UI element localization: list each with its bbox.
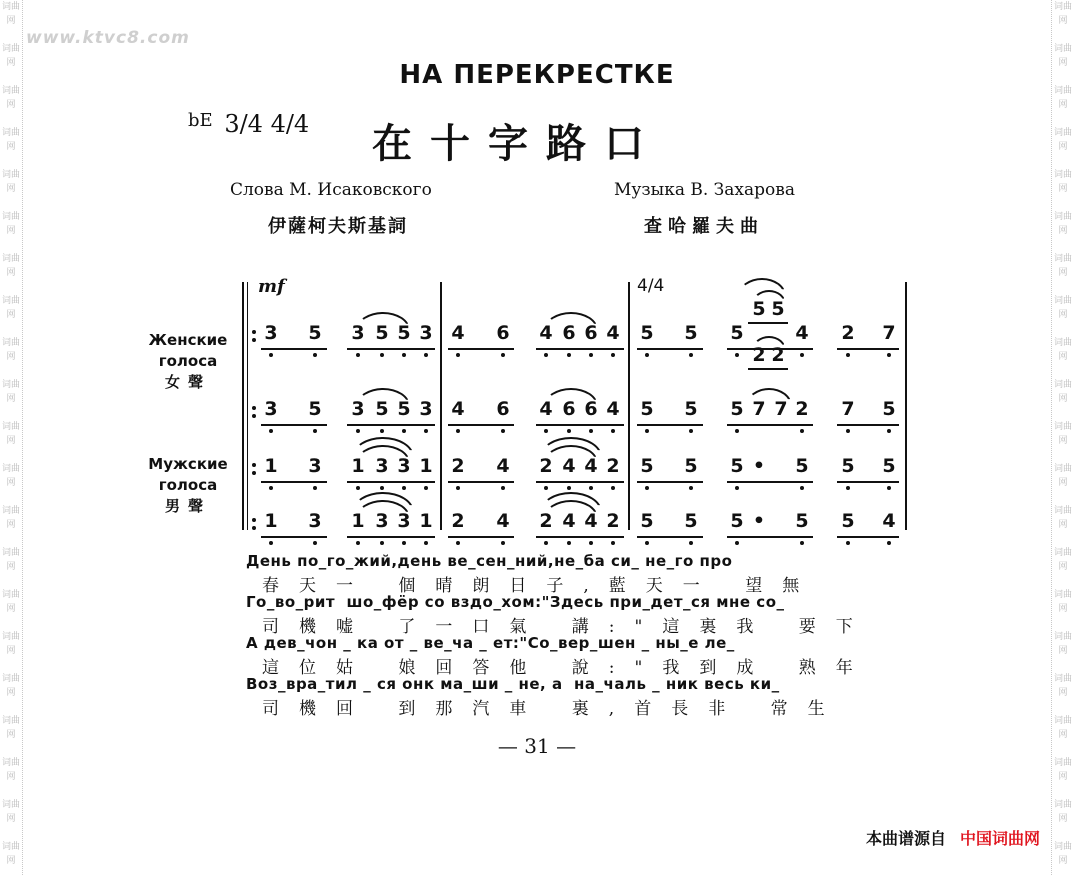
low-octave-dot bbox=[402, 486, 406, 490]
slur bbox=[352, 437, 414, 457]
female-voice-label-zh: 女聲 bbox=[164, 373, 211, 391]
low-octave-dot bbox=[544, 541, 548, 545]
note: 1 bbox=[351, 510, 365, 532]
barline-3 bbox=[905, 282, 907, 530]
low-octave-dot bbox=[424, 353, 428, 357]
note: 4 bbox=[539, 322, 553, 344]
beam bbox=[727, 424, 813, 426]
repeat-dot bbox=[252, 526, 256, 530]
note: • bbox=[752, 510, 766, 532]
note: 1 bbox=[419, 510, 433, 532]
dynamics-mark: mf bbox=[258, 276, 285, 297]
note: 5 bbox=[397, 322, 411, 344]
slur bbox=[540, 437, 602, 457]
note: 2 bbox=[606, 510, 620, 532]
low-octave-dot bbox=[402, 429, 406, 433]
note: 5 bbox=[684, 455, 698, 477]
low-octave-dot bbox=[611, 541, 615, 545]
note: 6 bbox=[562, 322, 576, 344]
note: 5 bbox=[841, 455, 855, 477]
low-octave-dot bbox=[456, 541, 460, 545]
note: 1 bbox=[351, 455, 365, 477]
source-credit bbox=[866, 826, 1040, 849]
source-site[interactable]: 中国词曲网 bbox=[959, 829, 1040, 848]
slur bbox=[352, 492, 414, 512]
note: 4 bbox=[882, 510, 896, 532]
low-octave-dot bbox=[501, 429, 505, 433]
beam bbox=[837, 424, 899, 426]
low-octave-dot bbox=[689, 541, 693, 545]
side-watermark-left: 词曲网 词曲网 词曲网 词曲网 词曲网 词曲网 词曲网 词曲网 词曲网 词曲网 词曲网 词曲网 词曲网 词曲网 词曲网 词曲网 词曲网 词曲网 词曲网 词曲网 词曲网 bbox=[0, 0, 23, 875]
note: 4 bbox=[584, 510, 598, 532]
beam bbox=[837, 481, 899, 483]
note: 4 bbox=[584, 455, 598, 477]
lyric-zh-line: 這位姑 娘回答他 說:"我到成 熟年 bbox=[262, 658, 873, 678]
low-octave-dot bbox=[887, 486, 891, 490]
low-octave-dot bbox=[380, 486, 384, 490]
low-octave-dot bbox=[356, 541, 360, 545]
note: • bbox=[752, 455, 766, 477]
low-octave-dot bbox=[356, 429, 360, 433]
note: 2 bbox=[451, 455, 465, 477]
beam bbox=[261, 481, 327, 483]
note: 5 bbox=[771, 298, 785, 320]
note: 7 bbox=[841, 398, 855, 420]
low-octave-dot bbox=[645, 541, 649, 545]
key-signature-label: bE bbox=[188, 110, 213, 131]
system-barline-left-thin bbox=[247, 282, 248, 530]
low-octave-dot bbox=[313, 353, 317, 357]
low-octave-dot bbox=[689, 353, 693, 357]
low-octave-dot bbox=[689, 429, 693, 433]
note: 2 bbox=[771, 344, 785, 366]
low-octave-dot bbox=[800, 353, 804, 357]
beam bbox=[261, 424, 327, 426]
note: 5 bbox=[841, 510, 855, 532]
lyricist-chinese: 伊薩柯夫斯基詞 bbox=[268, 216, 408, 237]
low-octave-dot bbox=[567, 353, 571, 357]
note: 5 bbox=[795, 510, 809, 532]
time-signature-label: 3/4 4/4 bbox=[224, 110, 310, 138]
male-voice-label-ru: Мужские голоса bbox=[148, 455, 228, 494]
low-octave-dot bbox=[544, 429, 548, 433]
low-octave-dot bbox=[645, 353, 649, 357]
lyric-ru-line: День по_го_жий,день ве_сен_ний,не_ба си_ не_го про bbox=[246, 552, 733, 570]
beam bbox=[536, 481, 624, 483]
low-octave-dot bbox=[269, 486, 273, 490]
low-octave-dot bbox=[887, 353, 891, 357]
note: 4 bbox=[451, 398, 465, 420]
low-octave-dot bbox=[846, 486, 850, 490]
low-octave-dot bbox=[544, 486, 548, 490]
note: 4 bbox=[496, 510, 510, 532]
low-octave-dot bbox=[313, 429, 317, 433]
note: 5 bbox=[684, 398, 698, 420]
note: 3 bbox=[397, 510, 411, 532]
note: 7 bbox=[882, 322, 896, 344]
beam bbox=[448, 424, 514, 426]
low-octave-dot bbox=[456, 353, 460, 357]
source-prefix: 本曲谱源自 bbox=[865, 829, 946, 848]
low-octave-dot bbox=[402, 541, 406, 545]
beam bbox=[637, 424, 703, 426]
note: 6 bbox=[584, 398, 598, 420]
note: 1 bbox=[419, 455, 433, 477]
slur bbox=[746, 388, 792, 406]
note: 4 bbox=[562, 455, 576, 477]
note: 2 bbox=[841, 322, 855, 344]
low-octave-dot bbox=[611, 429, 615, 433]
beam bbox=[347, 536, 435, 538]
low-octave-dot bbox=[380, 541, 384, 545]
note: 2 bbox=[539, 510, 553, 532]
low-octave-dot bbox=[501, 486, 505, 490]
note: 3 bbox=[419, 322, 433, 344]
low-octave-dot bbox=[544, 353, 548, 357]
beam bbox=[347, 424, 435, 426]
title-chinese: 在十字路口 bbox=[372, 120, 662, 167]
low-octave-dot bbox=[313, 541, 317, 545]
note: 3 bbox=[375, 455, 389, 477]
note: 5 bbox=[730, 398, 744, 420]
slur bbox=[356, 388, 410, 406]
note: 5 bbox=[640, 510, 654, 532]
beam bbox=[261, 348, 327, 350]
beam bbox=[637, 536, 703, 538]
note: 5 bbox=[730, 455, 744, 477]
note: 5 bbox=[684, 322, 698, 344]
low-octave-dot bbox=[567, 486, 571, 490]
low-octave-dot bbox=[589, 486, 593, 490]
beam bbox=[837, 348, 899, 350]
low-octave-dot bbox=[735, 429, 739, 433]
slur bbox=[540, 492, 602, 512]
low-octave-dot bbox=[269, 353, 273, 357]
lyric-zh-line: 司機嘘 了一口氣 講:"這裏我 要下 bbox=[262, 617, 873, 637]
note: 4 bbox=[562, 510, 576, 532]
repeat-dot bbox=[252, 463, 256, 467]
note: 5 bbox=[397, 398, 411, 420]
note: 6 bbox=[496, 398, 510, 420]
note: 5 bbox=[882, 398, 896, 420]
beam bbox=[536, 536, 624, 538]
low-octave-dot bbox=[424, 541, 428, 545]
note: 1 bbox=[264, 510, 278, 532]
lyricist-russian: Слова М. Исаковского bbox=[230, 180, 432, 200]
note: 5 bbox=[730, 322, 744, 344]
slur bbox=[544, 388, 598, 406]
beam bbox=[347, 348, 435, 350]
note: 4 bbox=[496, 455, 510, 477]
beam bbox=[727, 481, 813, 483]
low-octave-dot bbox=[356, 486, 360, 490]
composer-russian: Музыка В. Захарова bbox=[614, 180, 795, 200]
beam bbox=[727, 536, 813, 538]
low-octave-dot bbox=[689, 486, 693, 490]
male-voice-label-zh: 男聲 bbox=[164, 497, 211, 515]
low-octave-dot bbox=[589, 541, 593, 545]
side-watermark-right: 词曲网 词曲网 词曲网 词曲网 词曲网 词曲网 词曲网 词曲网 词曲网 词曲网 词曲网 词曲网 词曲网 词曲网 词曲网 词曲网 词曲网 词曲网 词曲网 词曲网 词曲网 bbox=[1051, 0, 1074, 875]
low-octave-dot bbox=[589, 353, 593, 357]
note: 2 bbox=[795, 398, 809, 420]
site-watermark: www.ktvc8.com bbox=[26, 28, 190, 48]
beam bbox=[448, 536, 514, 538]
beam bbox=[637, 348, 703, 350]
note: 3 bbox=[351, 398, 365, 420]
repeat-dot bbox=[252, 518, 256, 522]
low-octave-dot bbox=[735, 486, 739, 490]
note: 5 bbox=[730, 510, 744, 532]
low-octave-dot bbox=[424, 486, 428, 490]
note: 5 bbox=[752, 298, 766, 320]
note: 1 bbox=[264, 455, 278, 477]
low-octave-dot bbox=[645, 429, 649, 433]
note: 4 bbox=[451, 322, 465, 344]
note: 5 bbox=[375, 322, 389, 344]
slur bbox=[356, 312, 410, 330]
note: 7 bbox=[752, 398, 766, 420]
low-octave-dot bbox=[269, 541, 273, 545]
low-octave-dot bbox=[402, 353, 406, 357]
note: 5 bbox=[640, 322, 654, 344]
low-octave-dot bbox=[846, 541, 850, 545]
low-octave-dot bbox=[846, 429, 850, 433]
repeat-dot bbox=[252, 338, 256, 342]
note: 5 bbox=[375, 398, 389, 420]
repeat-dot bbox=[252, 330, 256, 334]
note: 2 bbox=[451, 510, 465, 532]
note: 3 bbox=[308, 510, 322, 532]
low-octave-dot bbox=[611, 353, 615, 357]
chord-line bbox=[748, 322, 788, 324]
low-octave-dot bbox=[424, 429, 428, 433]
beam bbox=[637, 481, 703, 483]
note: 6 bbox=[496, 322, 510, 344]
note: 5 bbox=[640, 398, 654, 420]
note: 4 bbox=[795, 322, 809, 344]
beam bbox=[536, 424, 624, 426]
low-octave-dot bbox=[735, 353, 739, 357]
note: 6 bbox=[584, 322, 598, 344]
beam bbox=[536, 348, 624, 350]
note: 6 bbox=[562, 398, 576, 420]
note: 3 bbox=[419, 398, 433, 420]
low-octave-dot bbox=[356, 353, 360, 357]
beam bbox=[261, 536, 327, 538]
composer-chinese: 查哈羅夫曲 bbox=[644, 216, 764, 237]
chord-line bbox=[748, 368, 788, 370]
lyric-ru-line: А дев_чон _ ка от _ ве_ча _ ет:"Со_вер_шен _ ны_е ле_ bbox=[246, 634, 735, 652]
female-voice-label-ru: Женские голоса bbox=[148, 331, 228, 370]
system-barline-left bbox=[242, 282, 244, 530]
beam bbox=[448, 481, 514, 483]
note: 5 bbox=[308, 398, 322, 420]
slur bbox=[752, 336, 786, 350]
low-octave-dot bbox=[800, 429, 804, 433]
note: 3 bbox=[264, 322, 278, 344]
barline-2 bbox=[628, 282, 630, 530]
note: 4 bbox=[539, 398, 553, 420]
low-octave-dot bbox=[456, 429, 460, 433]
low-octave-dot bbox=[800, 486, 804, 490]
low-octave-dot bbox=[567, 541, 571, 545]
note: 5 bbox=[640, 455, 654, 477]
note: 5 bbox=[882, 455, 896, 477]
note: 5 bbox=[308, 322, 322, 344]
title-russian: НА ПЕРЕКРЕСТКЕ bbox=[399, 60, 675, 90]
note: 4 bbox=[606, 322, 620, 344]
lyric-zh-line: 春天一 個晴朗日子,藍天一 望無 bbox=[262, 576, 820, 596]
low-octave-dot bbox=[501, 353, 505, 357]
note: 3 bbox=[264, 398, 278, 420]
page-number: — 31 — bbox=[497, 734, 577, 758]
note: 2 bbox=[752, 344, 766, 366]
low-octave-dot bbox=[887, 541, 891, 545]
lyric-ru-line: Воз_вра_тил _ ся онк ма_ши _ не, а на_чаль _ ник весь ки_ bbox=[246, 675, 780, 693]
low-octave-dot bbox=[567, 429, 571, 433]
time-change-mark: 4/4 bbox=[637, 276, 665, 296]
note: 3 bbox=[397, 455, 411, 477]
low-octave-dot bbox=[887, 429, 891, 433]
note: 4 bbox=[606, 398, 620, 420]
low-octave-dot bbox=[313, 486, 317, 490]
lyric-ru-line: Го_во_рит шо_фёр со вздо_хом:"Здесь при_дет_ся мне со_ bbox=[246, 593, 785, 611]
barline-1 bbox=[440, 282, 442, 530]
beam bbox=[347, 481, 435, 483]
note: 5 bbox=[795, 455, 809, 477]
repeat-dot bbox=[252, 471, 256, 475]
low-octave-dot bbox=[501, 541, 505, 545]
note: 5 bbox=[684, 510, 698, 532]
low-octave-dot bbox=[645, 486, 649, 490]
low-octave-dot bbox=[456, 486, 460, 490]
low-octave-dot bbox=[380, 429, 384, 433]
repeat-dot bbox=[252, 414, 256, 418]
low-octave-dot bbox=[611, 486, 615, 490]
low-octave-dot bbox=[800, 541, 804, 545]
note: 3 bbox=[308, 455, 322, 477]
note: 3 bbox=[351, 322, 365, 344]
low-octave-dot bbox=[380, 353, 384, 357]
low-octave-dot bbox=[846, 353, 850, 357]
low-octave-dot bbox=[735, 541, 739, 545]
low-octave-dot bbox=[269, 429, 273, 433]
lyric-zh-line: 司機回 到那汽車 裏,首長非 常生 bbox=[262, 699, 845, 719]
repeat-dot bbox=[252, 406, 256, 410]
low-octave-dot bbox=[589, 429, 593, 433]
note: 7 bbox=[774, 398, 788, 420]
slur bbox=[544, 312, 598, 330]
note: 2 bbox=[606, 455, 620, 477]
note: 3 bbox=[375, 510, 389, 532]
note: 2 bbox=[539, 455, 553, 477]
beam bbox=[448, 348, 514, 350]
beam bbox=[837, 536, 899, 538]
